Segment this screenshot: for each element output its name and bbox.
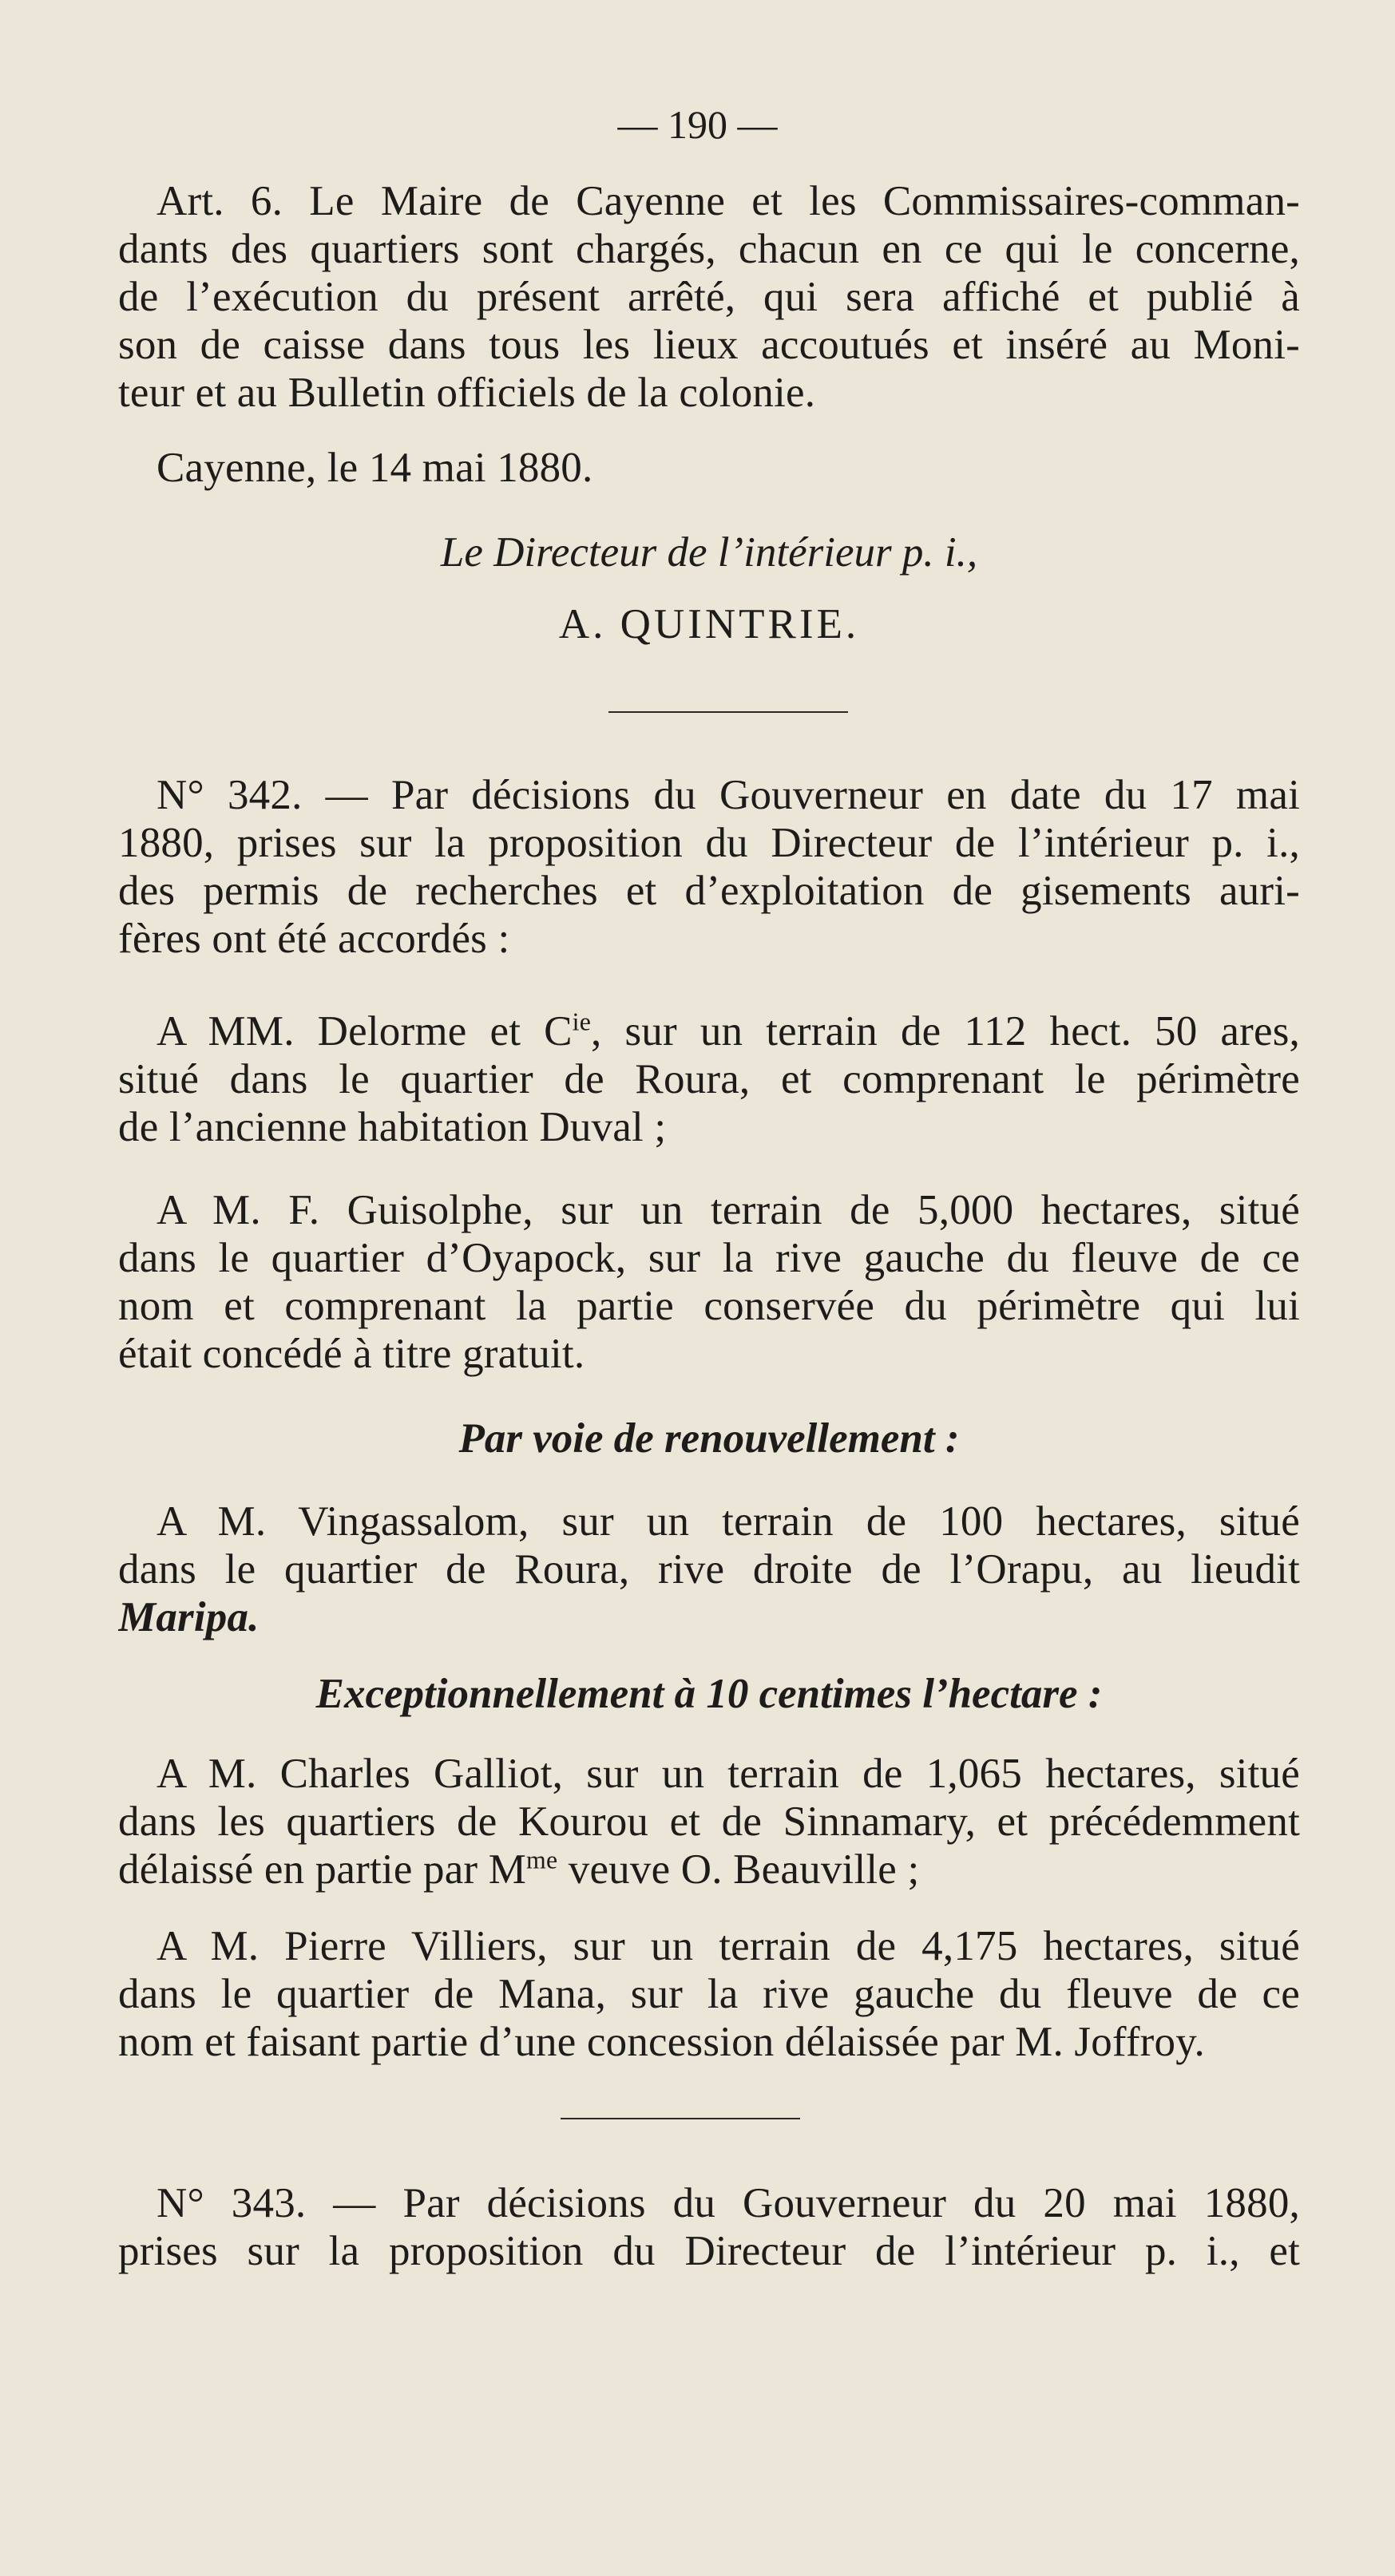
exception-heading: Exceptionnellement à 10 centimes l’hectare : — [315, 1671, 1103, 1717]
galliot-line-2: dans les quartiers de Kourou et de Sinnamary, et précédemment — [118, 1798, 1300, 1845]
section-divider-1 — [608, 711, 848, 713]
delorme-sup: ie — [572, 1007, 592, 1036]
guisolphe-line-4: était concédé à titre gratuit. — [118, 1331, 585, 1377]
no342-line-4: fères ont été accordés : — [118, 916, 510, 962]
galliot-line-1: A M. Charles Galliot, sur un terrain de 1,065 hectares, situé — [157, 1751, 1300, 1797]
no343-line-2: prises sur la proposition du Directeur de l’intérieur p. i., et — [118, 2228, 1300, 2274]
vingassalom-line-1: A M. Vingassalom, sur un terrain de 100 hectares, situé — [157, 1498, 1300, 1545]
galliot-line-3 — [118, 1846, 1300, 1893]
villiers-line-3: nom et faisant partie d’une concession délaissée par M. Joffroy. — [118, 2019, 1205, 2065]
guisolphe-line-2: dans le quartier d’Oyapock, sur la rive gauche du fleuve de ce — [118, 1235, 1300, 1281]
villiers-line-1: A M. Pierre Villiers, sur un terrain de 4,175 hectares, situé — [157, 1923, 1300, 1969]
guisolphe-line-3: nom et comprenant la partie conservée du périmètre qui lui — [118, 1283, 1300, 1329]
no342-line-3: des permis de recherches et d’exploitation de gisements auri- — [118, 868, 1300, 914]
art6-line-1: Art. 6. Le Maire de Cayenne et les Commissaires-comman- — [157, 178, 1300, 224]
villiers-line-2: dans le quartier de Mana, sur la rive gauche du fleuve de ce — [118, 1971, 1300, 2017]
galliot-last-post: veuve O. Beauville ; — [557, 1846, 920, 1893]
galliot-last-pre: délaissé en partie par M — [118, 1846, 527, 1893]
page-number: — 190 — — [617, 102, 778, 147]
guisolphe-line-1: A M. F. Guisolphe, sur un terrain de 5,000 hectares, situé — [157, 1187, 1300, 1233]
signatory-name: A. QUINTRIE. — [558, 601, 860, 647]
art6-line-4: son de caisse dans tous les lieux accoutués et inséré au Moni- — [118, 322, 1300, 368]
delorme-line-3: de l’ancienne habitation Duval ; — [118, 1104, 667, 1150]
place-date: Cayenne, le 14 mai 1880. — [157, 445, 593, 491]
delorme-line-2: situé dans le quartier de Roura, et comprenant le périmètre — [118, 1056, 1300, 1102]
signatory-title: Le Directeur de l’intérieur p. i., — [440, 529, 978, 576]
vingassalom-place: Maripa. — [118, 1594, 260, 1640]
galliot-last-sup: me — [526, 1846, 558, 1874]
no343-line-1: N° 343. — Par décisions du Gouverneur du 20 mai 1880, — [157, 2180, 1300, 2226]
art6-line-5: teur et au Bulletin officiels de la colonie. — [118, 370, 816, 416]
vingassalom-line-2: dans le quartier de Roura, rive droite de l’Orapu, au lieudit — [118, 1546, 1300, 1593]
section-divider-2 — [561, 2118, 800, 2119]
no342-line-2: 1880, prises sur la proposition du Directeur de l’intérieur p. i., — [118, 820, 1300, 866]
delorme-pre: A MM. Delorme et C — [157, 1008, 573, 1055]
no342-line-1: N° 342. — Par décisions du Gouverneur en date du 17 mai — [157, 772, 1300, 818]
delorme-line-1 — [157, 1007, 1300, 1055]
art6-line-3: de l’exécution du présent arrêté, qui sera affiché et publié à — [118, 274, 1300, 320]
delorme-post: , sur un terrain de 112 hect. 50 ares, — [591, 1008, 1300, 1055]
renewal-heading: Par voie de renouvellement : — [458, 1415, 960, 1462]
art6-line-2: dants des quartiers sont chargés, chacun en ce qui le concerne, — [118, 226, 1300, 272]
